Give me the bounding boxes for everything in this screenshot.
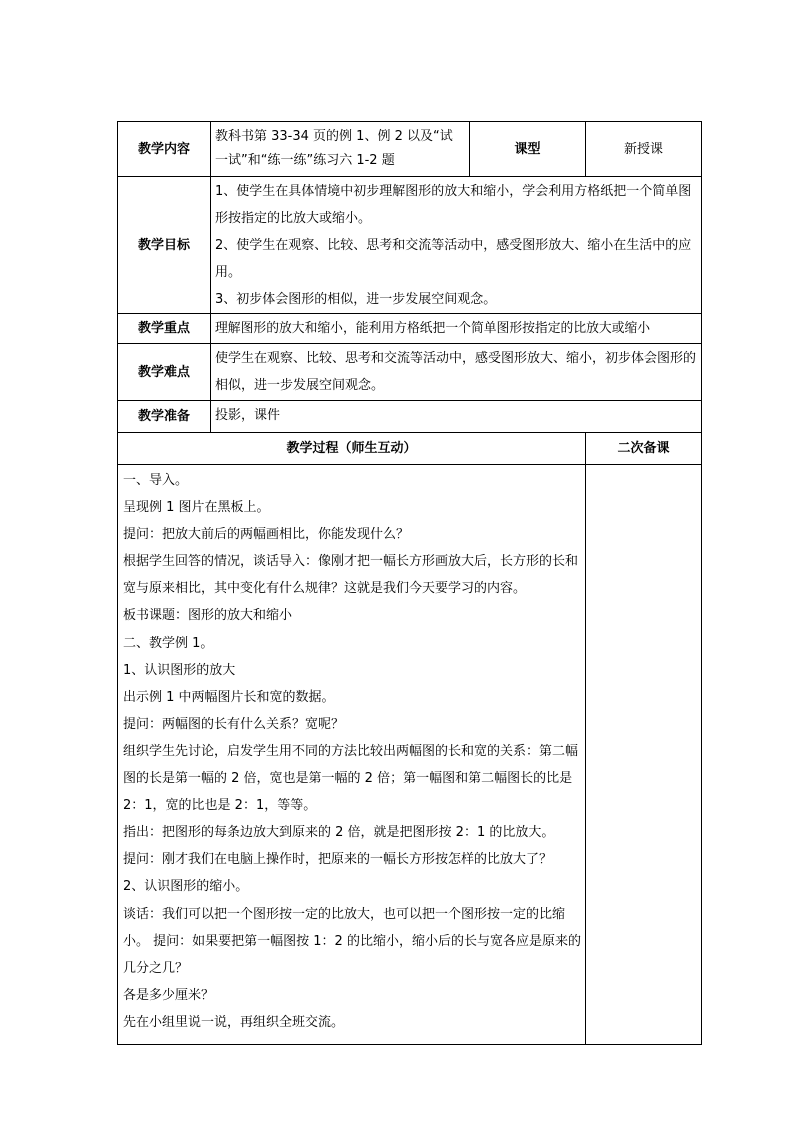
process-paragraph: 呈现例 1 图片在黑板上。 [123, 500, 270, 516]
goals-label: 教学目标 [118, 177, 211, 314]
process-header: 教学过程（师生互动） [118, 433, 586, 465]
process-body [118, 465, 586, 1045]
process-paragraph: 出示例 1 中两幅图片长和宽的数据。 [123, 689, 335, 705]
process-paragraph: 提问：两幅图的长有什么关系？宽呢？ [123, 716, 345, 732]
goals-content [211, 177, 702, 314]
process-paragraph: 根据学生回答的情况，谈话导入：像刚才把一幅长方形画放大后，长方形的长和宽与原来相比，其中变化有什么规律？这就是我们今天要学习的内容。 [123, 554, 579, 597]
process-body-row [118, 465, 702, 1045]
process-header-row [118, 433, 702, 465]
goal-item: 1、使学生在具体情境中初步理解图形的放大和缩小，学会利用方格纸把一个简单图形按指定的比放大或缩小。 [215, 183, 692, 226]
process-paragraph: 组织学生先讨论，启发学生用不同的方法比较出两幅图的长和宽的关系：第二幅图的长是第一幅的 2 倍，宽也是第一幅的 2 倍；第一幅图和第二幅图长的比是 2：1，宽的比也是 2：1，等等。 [123, 743, 579, 814]
difficulties-text: 使学生在观察、比较、思考和交流等活动中，感受图形放大、缩小，初步体会图形的相似，进一步发展空间观念。 [211, 344, 702, 401]
process-paragraph: 各是多少厘米？ [123, 987, 215, 1003]
goal-item: 2、使学生在观察、比较、思考和交流等活动中，感受图形放大、缩小在生活中的应用。 [215, 237, 692, 280]
process-paragraph: 提问：把放大前后的两幅画相比，你能发现什么？ [123, 527, 410, 543]
process-paragraph: 谈话：我们可以把一个图形按一定的比放大，也可以把一个图形按一定的比缩小。 提问：如果要把第一幅图按 1：2 的比缩小，缩小后的长与宽各应是原来的几分之几？ [123, 906, 581, 976]
difficulties-row [118, 344, 702, 401]
type-label: 课型 [470, 122, 586, 177]
notes-header: 二次备课 [586, 433, 702, 465]
notes-cell[interactable] [586, 465, 702, 1045]
content-text: 教科书第 33-34 页的例 1、例 2 以及“试一试”和“练一练”练习六 1-2 题 [211, 122, 470, 177]
difficulties-label: 教学难点 [118, 344, 211, 401]
goals-row [118, 177, 702, 314]
key-points-row [118, 314, 702, 344]
preparation-label: 教学准备 [118, 401, 211, 433]
process-paragraph: 提问：刚才我们在电脑上操作时，把原来的一幅长方形按怎样的比放大了？ [123, 852, 553, 868]
key-points-text: 理解图形的放大和缩小，能利用方格纸把一个简单图形按指定的比放大或缩小 [211, 314, 702, 344]
type-value: 新授课 [586, 122, 702, 177]
process-paragraph: 板书课题：图形的放大和缩小 [123, 608, 293, 624]
content-row [118, 122, 702, 177]
process-paragraph: 1、认识图形的放大 [123, 662, 236, 678]
goal-item: 3、初步体会图形的相似，进一步发展空间观念。 [215, 291, 497, 307]
content-label: 教学内容 [118, 122, 211, 177]
process-paragraph: 先在小组里说一说，再组织全班交流。 [123, 1014, 345, 1030]
lesson-plan-table [117, 121, 702, 1045]
preparation-row [118, 401, 702, 433]
process-paragraph: 2、认识图形的缩小。 [123, 879, 249, 895]
process-paragraph: 指出：把图形的每条边放大到原来的 2 倍，就是把图形按 2：1 的比放大。 [123, 825, 555, 841]
process-paragraph: 一、导入。 [123, 473, 189, 488]
preparation-text: 投影，课件 [211, 401, 702, 433]
process-paragraph: 二、教学例 1。 [123, 635, 214, 651]
key-points-label: 教学重点 [118, 314, 211, 344]
